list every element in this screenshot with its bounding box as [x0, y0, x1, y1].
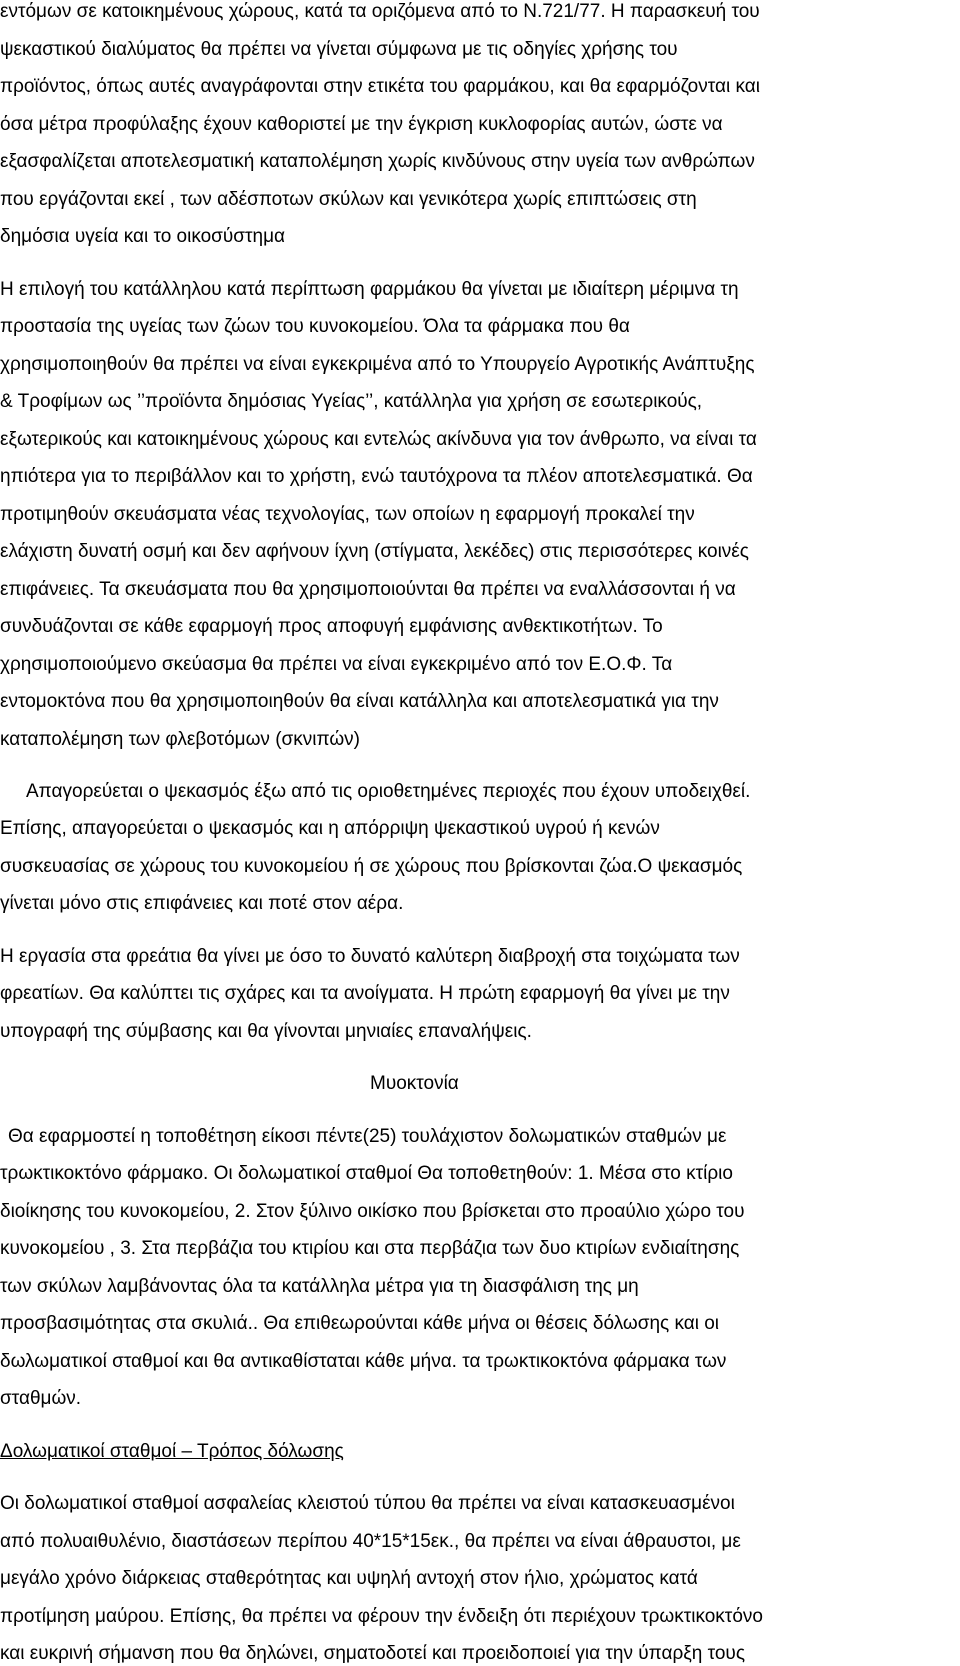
text-line: συσκευασίας σε χώρους του κυνοκομείου ή σε χώρους που βρίσκονται ζώα.Ο ψεκασμός [0, 856, 743, 877]
text-line: προστασία της υγείας των ζώων του κυνοκομείου. Όλα τα φάρμακα που θα [0, 316, 630, 337]
text-line: διοίκησης του κυνοκομείου, 2. Στον ξύλινο οικίσκο που βρίσκεται στο προαύλιο χώρο του [0, 1201, 745, 1222]
text-line: εξωτερικούς και κατοικημένους χώρους και εντελώς ακίνδυνα για τον άνθρωπο, να είναι τα [0, 429, 757, 450]
text-line: ελάχιστη δυνατή οσμή και δεν αφήνουν ίχνη (στίγματα, λεκέδες) στις περισσότερες κοινές [0, 541, 749, 562]
text-line: σταθμών. [0, 1388, 82, 1409]
text-line: υπογραφή της σύμβασης και θα γίνονται μηνιαίες επαναλήψεις. [0, 1021, 532, 1042]
text-line: μεγάλο χρόνο διάρκειας σταθερότητας και υψηλή αντοχή στον ήλιο, χρώματος κατά [0, 1568, 698, 1589]
text-line: των σκύλων λαμβάνοντας όλα τα κατάλληλα μέτρα για τη διασφάλιση της μη [0, 1276, 639, 1297]
text-line: Η εργασία στα φρεάτια θα γίνει με όσο το δυνατό καλύτερη διαβροχή στα τοιχώματα των [0, 946, 740, 967]
text-line: εντόμων σε κατοικημένους χώρους, κατά τα οριζόμενα από το Ν.721/77. Η παρασκευή του [0, 1, 760, 22]
text-line: δωλωματικοί σταθμοί και θα αντικαθίσταται κάθε μήνα. τα τρωκτικοκτόνα φάρμακα των [0, 1351, 727, 1372]
text-line: προτίμηση μαύρου. Επίσης, θα πρέπει να φέρουν την ένδειξη ότι περιέχουν τρωκτικοκτόνο [0, 1606, 763, 1627]
text-line: εντομοκτόνα που θα χρησιμοποιηθούν θα είναι κατάλληλα και αποτελεσματικά για την [0, 691, 719, 712]
text-line: καταπολέμηση των φλεβοτόμων (σκνιπών) [0, 729, 360, 750]
text-line: Επίσης, απαγορεύεται ο ψεκασμός και η απόρριψη ψεκαστικού υγρού ή κενών [0, 818, 660, 839]
text-line: Μυοκτονία [370, 1073, 459, 1094]
text-line: που εργάζονται εκεί , των αδέσποτων σκύλων και γενικότερα χωρίς επιπτώσεις στη [0, 189, 697, 210]
text-line: φρεατίων. Θα καλύπτει τις σχάρες και τα ανοίγματα. Η πρώτη εφαρμογή θα γίνει με την [0, 983, 730, 1004]
text-line: και ευκρινή σήμανση που θα δηλώνει, σηματοδοτεί και προειδοποιεί για την ύπαρξη τους [0, 1643, 745, 1664]
text-line: χρησιμοποιούμενο σκεύασμα θα πρέπει να είναι εγκεκριμένο από τον Ε.Ο.Φ. Τα [0, 654, 673, 675]
text-line: προτιμηθούν σκευάσματα νέας τεχνολογίας, των οποίων η εφαρμογή προκαλεί την [0, 504, 695, 525]
text-line: ηπιότερα για το περιβάλλον και το χρήστη, ενώ ταυτόχρονα τα πλέον αποτελεσματικά. Θα [0, 466, 753, 487]
text-line: δημόσια υγεία και το οικοσύστημα [0, 226, 286, 247]
text-line: προϊόντος, όπως αυτές αναγράφονται στην ετικέτα του φαρμάκου, και θα εφαρμόζονται και [0, 76, 760, 97]
text-line: Η επιλογή του κατάλληλου κατά περίπτωση φαρμάκου θα γίνεται με ιδιαίτερη μέριμνα τη [0, 279, 739, 300]
text-line: κυνοκομείου , 3. Στα περβάζια του κτιρίου και στα περβάζια των δυο κτιρίων ενδιαίτησης [0, 1238, 740, 1259]
text-line: από πολυαιθυλένιο, διαστάσεων περίπου 40*15*15εκ., θα πρέπει να είναι άθραυστοι, με [0, 1531, 741, 1552]
text-line: συνδυάζονται σε κάθε εφαρμογή προς αποφυγή εμφάνισης ανθεκτικοτήτων. Το [0, 616, 663, 637]
text-line: τρωκτικοκτόνο φάρμακο. Οι δολωματικοί σταθμοί Θα τοποθετηθούν: 1. Μέσα στο κτίριο [0, 1163, 733, 1184]
text-line: προσβασιμότητας στα σκυλιά.. Θα επιθεωρούνται κάθε μήνα οι θέσεις δόλωσης και οι [0, 1313, 720, 1334]
text-line: Απαγορεύεται ο ψεκασμός έξω από τις οριοθετημένες περιοχές που έχουν υποδειχθεί. [26, 781, 751, 802]
text-line: επιφάνειες. Τα σκευάσματα που θα χρησιμοποιούνται θα πρέπει να εναλλάσσονται ή να [0, 579, 736, 600]
section-heading: Δολωματικοί σταθμοί – Τρόπος δόλωσης [0, 1441, 344, 1462]
text-line: όσα μέτρα προφύλαξης έχουν καθοριστεί με την έγκριση κυκλοφορίας αυτών, ώστε να [0, 114, 723, 135]
text-line: & Τροφίμων ως ’’προϊόντα δημόσιας Υγείας’’, κατάλληλα για χρήση σε εσωτερικούς, [0, 391, 703, 412]
text-line: εξασφαλίζεται αποτελεσματική καταπολέμηση χωρίς κινδύνους στην υγεία των ανθρώπων [0, 151, 755, 172]
text-line: ψεκαστικού διαλύματος θα πρέπει να γίνεται σύμφωνα με τις οδηγίες χρήσης του [0, 39, 678, 60]
text-line: γίνεται μόνο στις επιφάνειες και ποτέ στον αέρα. [0, 893, 404, 914]
text-line: χρησιμοποιηθούν θα πρέπει να είναι εγκεκριμένα από το Υπουργείο Αγροτικής Ανάπτυξης [0, 354, 755, 375]
text-line: Οι δολωματικοί σταθμοί ασφαλείας κλειστού τύπου θα πρέπει να είναι κατασκευασμένοι [0, 1493, 735, 1514]
text-line: Θα εφαρμοστεί η τοποθέτηση είκοσι πέντε(25) τουλάχιστον δολωματικών σταθμών με [8, 1126, 727, 1147]
